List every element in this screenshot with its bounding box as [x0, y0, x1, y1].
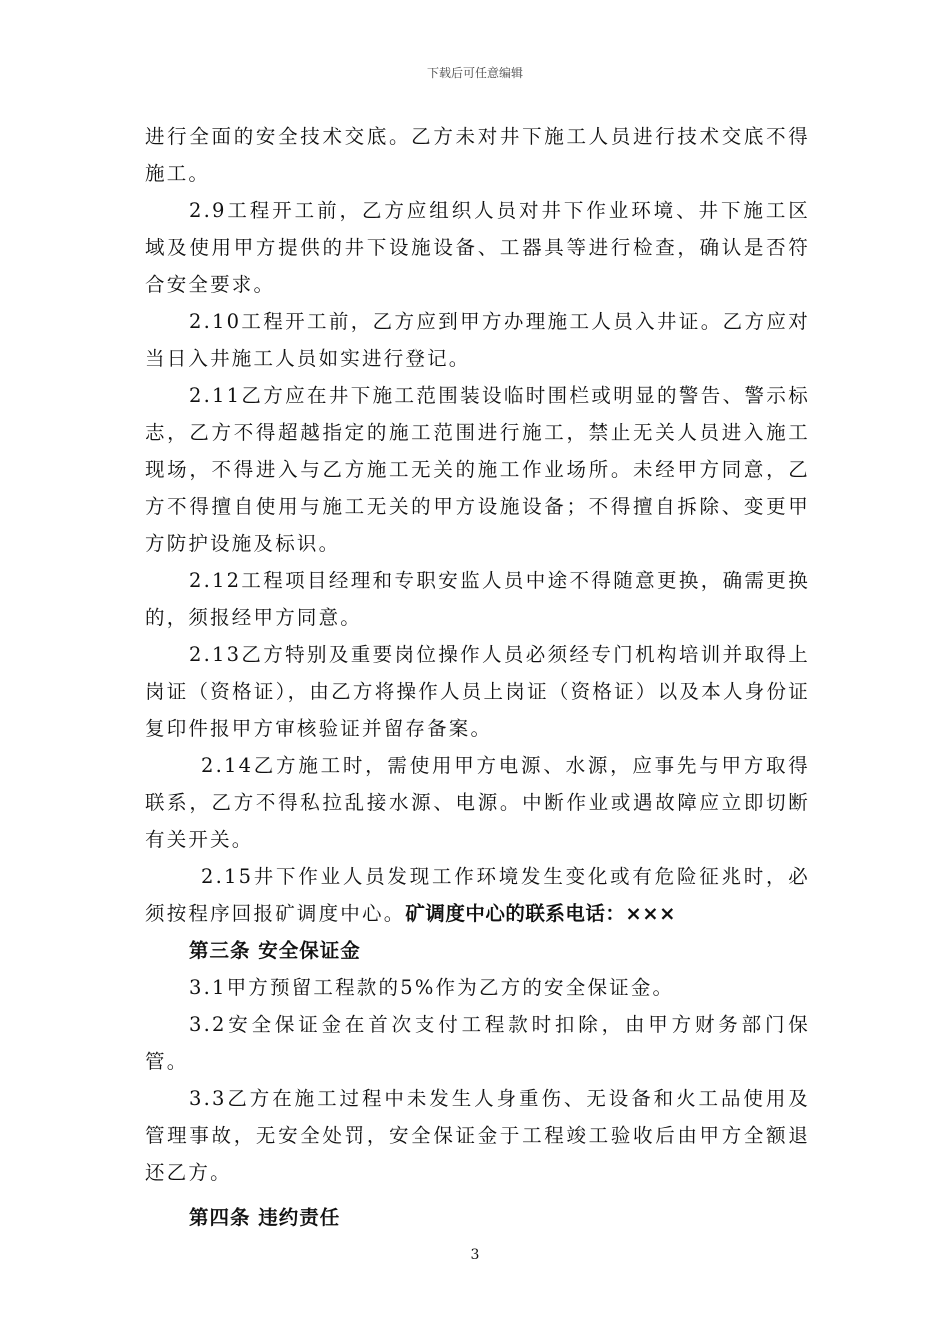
paragraph-continued: 进行全面的安全技术交底。乙方未对井下施工人员进行技术交底不得施工。 [145, 125, 810, 185]
page-number: 3 [470, 1247, 480, 1263]
clause-2-10: 2.10工程开工前，乙方应到甲方办理施工人员入井证。乙方应对当日入井施工人员如实进行登记。 [145, 310, 810, 370]
dispatch-phone: 矿调度中心的联系电话：××× [405, 902, 676, 925]
page-header: 下载后可任意编辑 [426, 66, 523, 80]
article-4-heading: 第四条 违约责任 [189, 1206, 341, 1229]
clause-2-12: 2.12工程项目经理和专职安监人员中途不得随意更换，确需更换的，须报经甲方同意。 [145, 569, 810, 629]
document-body [145, 118, 810, 1236]
clause-2-14: 2.14乙方施工时，需使用甲方电源、水源，应事先与甲方取得联系，乙方不得私拉乱接水源、电源。中断作业或遇故障应立即切断有关开关。 [145, 754, 810, 851]
clause-2-15-text: 2.15井下作业人员发现工作环境发生变化或有危险征兆时，必须按程序回报矿调度中心。 [145, 865, 810, 925]
article-3-heading: 第三条 安全保证金 [189, 939, 361, 962]
clause-3-2: 3.2安全保证金在首次支付工程款时扣除，由甲方财务部门保管。 [145, 1013, 810, 1073]
clause-2-15 [145, 858, 810, 932]
clause-3-1: 3.1甲方预留工程款的5%作为乙方的安全保证金。 [189, 976, 675, 999]
clause-3-3: 3.3乙方在施工过程中未发生人身重伤、无设备和火工品使用及管理事故，无安全处罚，安全保证金于工程竣工验收后由甲方全额退还乙方。 [145, 1087, 810, 1184]
clause-2-9: 2.9工程开工前，乙方应组织人员对井下作业环境、井下施工区域及使用甲方提供的井下设施设备、工器具等进行检查，确认是否符合安全要求。 [145, 199, 810, 296]
clause-2-11: 2.11乙方应在井下施工范围装设临时围栏或明显的警告、警示标志，乙方不得超越指定的施工范围进行施工，禁止无关人员进入施工现场，不得进入与乙方施工无关的施工作业场所。未经甲方同意，乙方不得擅自使用与施工无关的甲方设施设备；不得擅自拆除、变更甲方防护设施及标识。 [145, 384, 810, 555]
clause-2-13: 2.13乙方特别及重要岗位操作人员必须经专门机构培训并取得上岗证（资格证），由乙方将操作人员上岗证（资格证）以及本人身份证复印件报甲方审核验证并留存备案。 [145, 643, 810, 740]
